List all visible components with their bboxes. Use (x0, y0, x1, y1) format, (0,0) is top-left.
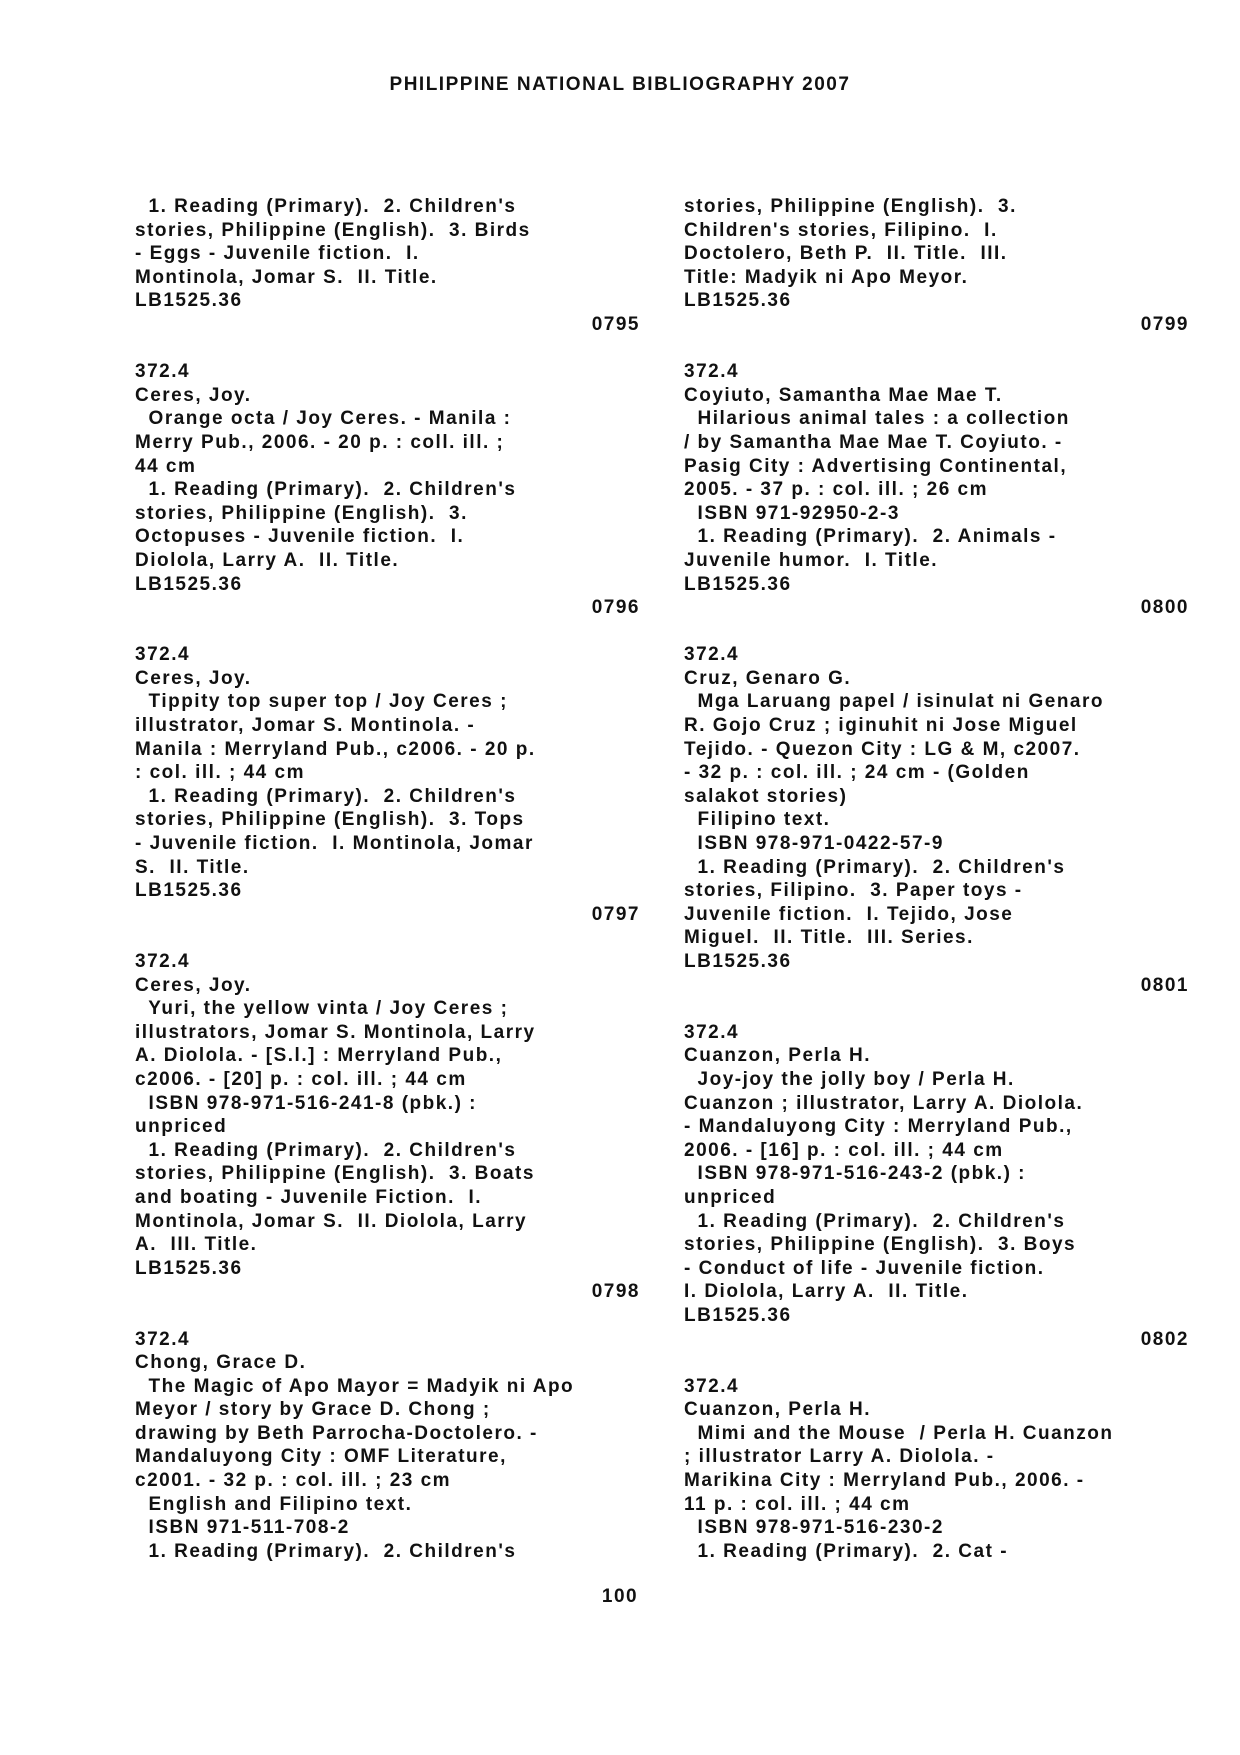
page-number: 100 (601, 1586, 639, 1607)
entry-line: ISBN 978-971-516-241-8 (pbk.) : (135, 1092, 478, 1114)
entry-line: Coyiuto, Samantha Mae Mae T. (684, 384, 1003, 406)
entry-line: stories, Philippine (English). 3. (135, 502, 468, 524)
entry-line: R. Gojo Cruz ; iginuhit ni Jose Miguel (684, 715, 1078, 737)
entry-line: Tejido. - Quezon City : LG & M, c2007. (684, 738, 1081, 760)
entry-line: / by Samantha Mae Mae T. Coyiuto. - (684, 431, 1063, 453)
entry-line: Filipino text. (684, 809, 831, 831)
entry-line: Mga Laruang papel / isinulat ni Genaro (684, 691, 1104, 713)
blank-line (684, 620, 1189, 644)
entry-line: Mimi and the Mouse / Perla H. Cuanzon (684, 1422, 1114, 1444)
entry-line: Children's stories, Filipino. I. (684, 219, 998, 241)
entry-line: ISBN 971-92950-2-3 (684, 502, 900, 524)
entry-line: 1. Reading (Primary). 2. Children's (135, 479, 517, 501)
entry-line: and boating - Juvenile Fiction. I. (135, 1186, 483, 1208)
entry-line: 2006. - [16] p. : col. ill. ; 44 cm (684, 1139, 1004, 1161)
entry-line: - 32 p. : col. ill. ; 24 cm - (Golden (684, 762, 1030, 784)
entry-line: Miguel. II. Title. III. Series. (684, 927, 974, 949)
entry-line: 2005. - 37 p. : col. ill. ; 26 cm (684, 479, 988, 501)
entry-line: - Juvenile fiction. I. Montinola, Jomar (135, 833, 534, 855)
entry-line: 372.4 (135, 644, 191, 666)
entry-line: 372.4 (684, 1375, 740, 1397)
entry-line: 372.4 (135, 1328, 191, 1350)
entry-line: Ceres, Joy. (135, 384, 252, 406)
entry-line: - Mandaluyong City : Merryland Pub., (684, 1116, 1073, 1138)
entry-line: 372.4 (684, 361, 740, 383)
entry-line: stories, Philippine (English). 3. Tops (135, 809, 525, 831)
entry-line: LB1525.36 (135, 1257, 243, 1279)
left-column (135, 195, 640, 1563)
entry-line: Joy-joy the jolly boy / Perla H. (684, 1068, 1015, 1090)
entry-line: 1. Reading (Primary). 2. Cat - (684, 1540, 1009, 1562)
entry-line: Chong, Grace D. (135, 1352, 307, 1374)
entry-line: ISBN 978-971-0422-57-9 (684, 833, 944, 855)
page-header-title: PHILIPPINE NATIONAL BIBLIOGRAPHY 2007 (389, 74, 851, 95)
entry-line: stories, Philippine (English). 3. Boats (135, 1163, 535, 1185)
entry-line: Hilarious animal tales : a collection (684, 408, 1070, 430)
entry-line: Tippity top super top / Joy Ceres ; (135, 691, 508, 713)
entry-line: 372.4 (135, 951, 191, 972)
entry-line: Octopuses - Juvenile fiction. I. (135, 526, 465, 548)
entry-line: 1. Reading (Primary). 2. Children's (135, 1139, 517, 1161)
entry-line: Ceres, Joy. (135, 667, 252, 689)
entry-number: 0802 (1140, 1328, 1189, 1350)
entry-line: Cuanzon ; illustrator, Larry A. Diolola. (684, 1092, 1084, 1114)
entry-line: salakot stories) (684, 785, 848, 807)
entry-line: LB1525.36 (684, 1304, 792, 1326)
entry-line: ISBN 978-971-516-230-2 (684, 1517, 944, 1539)
entry-line: LB1525.36 (684, 951, 792, 972)
right-column (684, 195, 1189, 1563)
blank-line (684, 1351, 1189, 1375)
entry-line: I. Diolola, Larry A. II. Title. (684, 1281, 969, 1303)
entry-line: LB1525.36 (135, 573, 243, 595)
entry-line: Montinola, Jomar S. II. Diolola, Larry (135, 1210, 528, 1232)
entry-line: Juvenile fiction. I. Tejido, Jose (684, 903, 1014, 925)
entry-line: English and Filipino text. (135, 1493, 413, 1515)
entry-line: S. II. Title. (135, 856, 250, 878)
entry-line: ; illustrator Larry A. Diolola. - (684, 1446, 995, 1468)
blank-line (135, 620, 640, 644)
entry-number: 0800 (1140, 597, 1189, 619)
entry-line: 372.4 (684, 644, 740, 666)
entry-line: stories, Filipino. 3. Paper toys - (684, 880, 1023, 902)
entry-line: 11 p. : col. ill. ; 44 cm (684, 1493, 911, 1515)
entry-line: 1. Reading (Primary). 2. Children's (684, 856, 1066, 878)
entry-line: A. Diolola. - [S.l.] : Merryland Pub., (135, 1045, 503, 1067)
entry-line: 372.4 (135, 361, 191, 383)
blank-line (135, 337, 640, 361)
entry-line: Manila : Merryland Pub., c2006. - 20 p. (135, 738, 536, 760)
entry-line: Juvenile humor. I. Title. (684, 549, 939, 571)
entry-line: LB1525.36 (684, 290, 792, 312)
entry-line: Cruz, Genaro G. (684, 667, 852, 689)
entry-line: c2006. - [20] p. : col. ill. ; 44 cm (135, 1068, 467, 1090)
entry-line: 1. Reading (Primary). 2. Children's (135, 785, 517, 807)
entry-line: Cuanzon, Perla H. (684, 1045, 872, 1067)
entry-line: unpriced (684, 1186, 777, 1208)
entry-line: ISBN 971-511-708-2 (135, 1517, 350, 1539)
entry-line: Doctolero, Beth P. II. Title. III. (684, 243, 1008, 265)
entry-number: 0796 (591, 597, 640, 619)
entry-line: - Conduct of life - Juvenile fiction. (684, 1257, 1045, 1279)
entry-number: 0797 (591, 903, 640, 925)
blank-line (684, 997, 1189, 1021)
entry-line: 1. Reading (Primary). 2. Children's (135, 1540, 517, 1562)
entry-line: A. III. Title. (135, 1234, 258, 1256)
entry-line: illustrator, Jomar S. Montinola. - (135, 715, 476, 737)
entry-line: : col. ill. ; 44 cm (135, 762, 305, 784)
entry-line: Title: Madyik ni Apo Meyor. (684, 266, 969, 288)
entry-line: The Magic of Apo Mayor = Madyik ni Apo (135, 1375, 575, 1397)
blank-line (135, 1304, 640, 1328)
entry-number: 0795 (591, 313, 640, 335)
entry-line: LB1525.36 (684, 573, 792, 595)
entry-line: LB1525.36 (135, 880, 243, 902)
entry-line: Diolola, Larry A. II. Title. (135, 549, 400, 571)
entry-number: 0801 (1140, 974, 1189, 996)
entry-line: stories, Philippine (English). 3. Boys (684, 1234, 1077, 1256)
entry-line: ISBN 978-971-516-243-2 (pbk.) : (684, 1163, 1027, 1185)
entry-line: illustrators, Jomar S. Montinola, Larry (135, 1021, 536, 1043)
entry-line: stories, Philippine (English). 3. (684, 196, 1017, 217)
entry-line: Mandaluyong City : OMF Literature, (135, 1446, 507, 1468)
blank-line (684, 337, 1189, 361)
entry-line: Pasig City : Advertising Continental, (684, 455, 1068, 477)
entry-line: Yuri, the yellow vinta / Joy Ceres ; (135, 998, 509, 1020)
blank-line (135, 926, 640, 950)
entry-line: 44 cm (135, 455, 197, 477)
entry-line: Ceres, Joy. (135, 974, 252, 996)
entry-line: Cuanzon, Perla H. (684, 1399, 872, 1421)
entry-line: LB1525.36 (135, 290, 243, 312)
entry-line: stories, Philippine (English). 3. Birds (135, 219, 531, 241)
entry-line: c2001. - 32 p. : col. ill. ; 23 cm (135, 1470, 452, 1492)
entry-line: Montinola, Jomar S. II. Title. (135, 266, 438, 288)
entry-line: drawing by Beth Parrocha-Doctolero. - (135, 1422, 538, 1444)
entry-number: 0799 (1140, 313, 1189, 335)
entry-line: unpriced (135, 1116, 228, 1138)
entry-line: Marikina City : Merryland Pub., 2006. - (684, 1470, 1085, 1492)
entry-line: 372.4 (684, 1021, 740, 1043)
entry-line: 1. Reading (Primary). 2. Animals - (684, 526, 1057, 548)
entry-line: Meyor / story by Grace D. Chong ; (135, 1399, 491, 1421)
entry-line: Merry Pub., 2006. - 20 p. : coll. ill. ; (135, 431, 505, 453)
entry-line: 1. Reading (Primary). 2. Children's (684, 1210, 1066, 1232)
entry-line: Orange octa / Joy Ceres. - Manila : (135, 408, 512, 430)
entry-number: 0798 (591, 1281, 640, 1303)
entry-line: - Eggs - Juvenile fiction. I. (135, 243, 420, 265)
entry-line: 1. Reading (Primary). 2. Children's (135, 196, 517, 217)
